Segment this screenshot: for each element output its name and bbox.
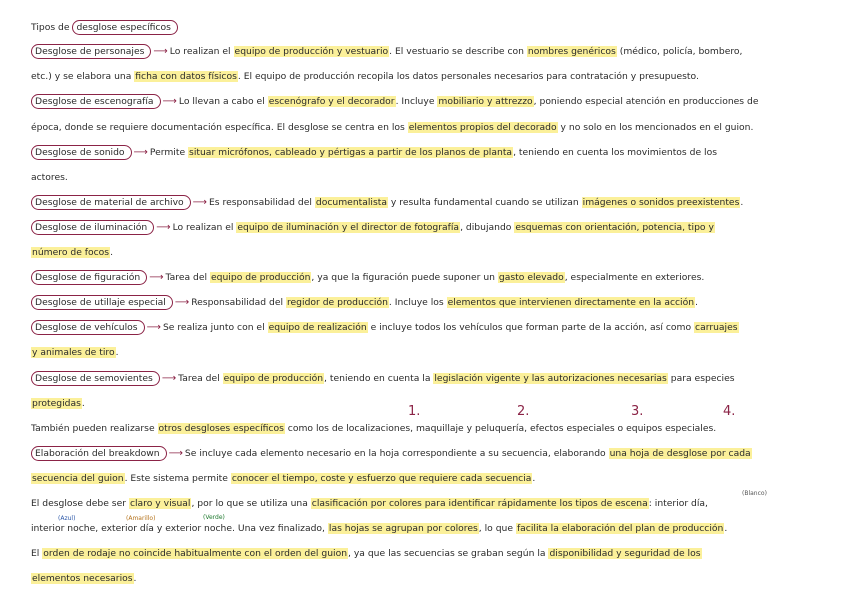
text: . [81,398,85,409]
text: para especies [667,373,735,384]
row-otros [31,422,716,436]
highlight: equipo de producción y vestuario [234,46,389,57]
note-blanco: (Blanco) [742,490,767,497]
note-amarillo: (Amarillo) [126,515,156,522]
text: , ya que las secuencias se graban según la [348,548,549,559]
row-breakdown-cont [31,472,535,486]
highlight: elementos necesarios [32,573,133,584]
row-archivo [31,196,743,210]
text: . [695,297,698,308]
highlight: otros desgloses específicos [158,423,284,434]
highlight: claro y visual [129,498,191,509]
highlight: secuencia del guion [32,473,124,484]
highlight: ficha con datos físicos [135,71,237,82]
text: , por lo que se utiliza una [191,498,311,509]
number-4: 4. [723,404,736,419]
text: : interior día, [648,498,708,509]
arrow-icon: ⟶ [153,46,168,57]
note-verde: (Verde) [203,514,225,521]
highlight: elementos que intervienen directamente en la acción [447,297,695,308]
highlight: equipo de iluminación y el director de fotografía [237,222,460,233]
text: El desglose debe ser [31,498,129,509]
note-azul: (Azul) [58,515,76,522]
text: . Incluye [395,96,438,107]
highlight: una hoja de desglose por cada [609,448,751,459]
row-orden-rodaje [31,547,702,561]
row-breakdown [31,447,752,461]
arrow-icon: ⟶ [161,373,177,384]
row-figuracion [31,271,704,285]
text: Se realiza junto con el [162,322,268,333]
highlight: equipo de producción [223,373,324,384]
row-personajes-cont [31,70,699,84]
row-colores [31,522,727,536]
row-semovientes [31,372,735,386]
label-figuracion: Desglose de figuración [31,270,147,285]
arrow-icon: ⟶ [192,197,207,208]
text: , teniendo en cuenta la [324,373,434,384]
highlight: elementos propios del decorado [408,122,557,133]
row-escenografia-cont [31,121,753,135]
highlight: mobiliario y attrezzo [438,96,533,107]
text: . [110,247,114,258]
row-sonido [31,146,717,160]
highlight: facilita la elaboración del plan de producción [516,523,724,534]
arrow-icon: ⟶ [149,272,164,283]
text: El [31,548,43,559]
number-2: 2. [517,404,530,419]
highlight: equipo de producción [211,272,311,283]
heading-circled: desglose específicos [72,20,177,35]
row-vehiculos-cont [31,346,119,360]
row-semovientes-cont [31,397,85,411]
label-utillaje: Desglose de utillaje especial [31,295,173,310]
text: y no solo en los mencionados en el guion. [557,122,754,133]
text: actores. [31,172,68,183]
highlight: orden de rodaje no coincide habitualmente con el orden del guion [43,548,348,559]
text: . El vestuario se describe con [389,46,527,57]
label-escenografia: Desglose de escenografía [31,94,161,109]
highlight: gasto elevado [498,272,564,283]
row-iluminacion-cont [31,246,113,260]
highlight: equipo de realización [268,322,367,333]
text: , poniendo especial atención en producciones de [533,96,759,107]
label-breakdown: Elaboración del breakdown [31,446,167,461]
row-escenografia [31,95,759,109]
row-personajes [31,45,742,59]
highlight: imágenes o sonidos preexistentes [582,197,740,208]
label-vehiculos: Desglose de vehículos [31,320,145,335]
highlight: regidor de producción [286,297,388,308]
text: , dibujando [460,222,515,233]
text: Lo realizan el [172,222,237,233]
highlight: conocer el tiempo, coste y esfuerzo que requiere cada secuencia [231,473,532,484]
highlight: y animales de tiro [32,347,115,358]
text: Tarea del [165,272,210,283]
text: . El equipo de producción recopila los datos personales necesarios para contratación y presupuesto. [237,71,699,82]
label-sonido: Desglose de sonido [31,145,132,160]
highlight: nombres genéricos [527,46,616,57]
arrow-icon: ⟶ [146,322,161,333]
highlight: escenógrafo y el decorador [268,96,395,107]
text: interior noche, exterior día y exterior noche. Una vez finalizado, [31,523,328,534]
highlight: número de focos [32,247,110,258]
text: , teniendo en cuenta los movimientos de los [513,147,717,158]
text: . Este sistema permite [124,473,231,484]
number-1: 1. [408,404,421,419]
text: . [532,473,536,484]
text: Tarea del [178,373,223,384]
text: Lo realizan el [169,46,234,57]
text: Lo llevan a cabo el [178,96,268,107]
text: , lo que [478,523,516,534]
arrow-icon: ⟶ [174,297,190,308]
number-3: 3. [631,404,644,419]
row-vehiculos [31,321,739,335]
arrow-icon: ⟶ [133,147,148,158]
text: . Incluye los [388,297,447,308]
highlight: situar micrófonos, cableado y pértigas a partir de los planos de planta [189,147,513,158]
label-semovientes: Desglose de semovientes [31,371,160,386]
heading-pre: Tipos de [31,22,73,33]
row-claro-visual [31,497,708,511]
row-sonido-cont [31,171,68,185]
text: como los de localizaciones, maquillaje y peluquería, efectos especiales o equipos especiales. [284,423,717,434]
text: . [133,573,137,584]
text: Se incluye cada elemento necesario en la hoja correspondiente a su secuencia, elaborando [184,448,609,459]
text: Permite [149,147,189,158]
highlight: las hojas se agrupan por colores [328,523,478,534]
text: , ya que la figuración puede suponer un [311,272,498,283]
highlight: protegidas [32,398,81,409]
text: . [740,197,744,208]
text: (médico, policía, bombero, [616,46,743,57]
text: . [724,523,728,534]
arrow-icon: ⟶ [162,96,177,107]
highlight: carruajes [695,322,738,333]
text: época, donde se requiere documentación específica. El desglose se centra en los [31,122,408,133]
highlight: clasificación por colores para identificar rápidamente los tipos de escena [311,498,648,509]
text: . [115,347,119,358]
row-iluminacion [31,221,715,235]
arrow-icon: ⟶ [156,222,171,233]
row-orden-rodaje-cont [31,572,136,586]
highlight: esquemas con orientación, potencia, tipo y [515,222,714,233]
highlight: documentalista [315,197,387,208]
arrow-icon: ⟶ [168,448,183,459]
label-personajes: Desglose de personajes [31,44,151,59]
text: Responsabilidad del [191,297,286,308]
label-iluminacion: Desglose de iluminación [31,220,154,235]
text: etc.) y se elabora una [31,71,135,82]
heading [31,21,178,35]
text: , especialmente en exteriores. [564,272,705,283]
row-utillaje [31,296,698,310]
text: También pueden realizarse [31,423,158,434]
highlight: disponibilidad y seguridad de los [549,548,701,559]
highlight: legislación vigente y las autorizaciones necesarias [434,373,667,384]
text: Es responsabilidad del [209,197,315,208]
text: y resulta fundamental cuando se utilizan [388,197,582,208]
text: e incluye todos los vehículos que forman parte de la acción, así como [367,322,695,333]
label-archivo: Desglose de material de archivo [31,195,191,210]
